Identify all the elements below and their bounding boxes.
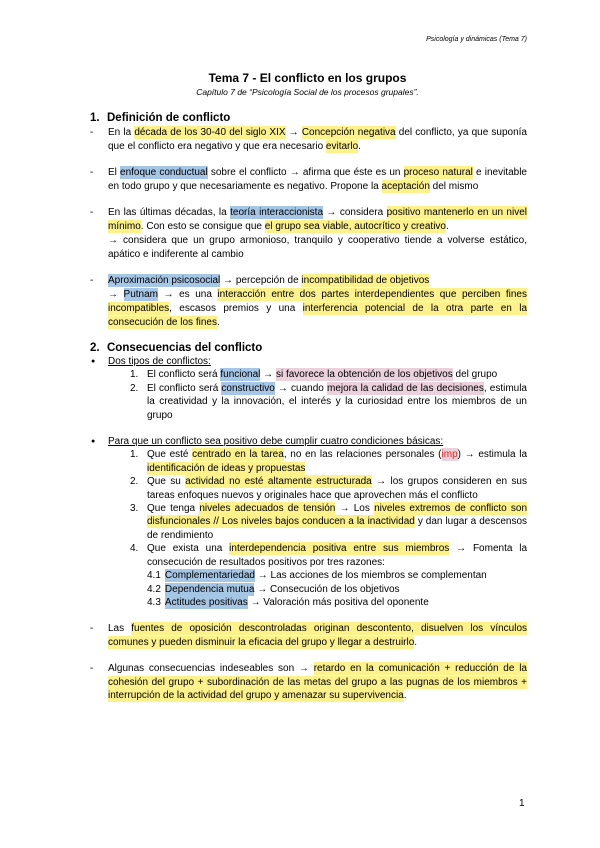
yellow-highlight: interdependencia positiva entre sus miembros xyxy=(229,543,450,555)
dash-marker: - xyxy=(90,127,94,138)
text-run: . xyxy=(216,317,220,328)
list-number: 3. xyxy=(130,503,139,515)
numbered-item xyxy=(108,475,527,502)
numbered-item xyxy=(108,502,527,542)
paragraph xyxy=(147,475,527,502)
paragraph xyxy=(147,368,527,381)
bullet-icon: ● xyxy=(91,438,96,446)
dash-item xyxy=(88,274,527,330)
yellow-highlight: identificación de ideas y propuestas xyxy=(147,462,306,474)
section-consecuencias xyxy=(88,341,527,702)
sub-list-item xyxy=(147,596,527,609)
numbered-item xyxy=(108,382,527,422)
text-run: . xyxy=(446,221,449,232)
yellow-highlight: actividad no esté altamente estructurada xyxy=(185,476,372,488)
numbered-item xyxy=(108,448,527,475)
text-run: Algunas consecuencias indeseables son → xyxy=(108,663,314,675)
yellow-highlight: interacción entre dos partes interdependientes que perciben fines incompatibles xyxy=(108,289,527,314)
text-run: Que tenga xyxy=(147,503,200,515)
text-run: → Consecución de los objetivos xyxy=(254,583,400,595)
text-run: , no en las relaciones personales ( xyxy=(283,449,442,461)
list-number: 4. xyxy=(130,543,139,555)
yellow-highlight: proceso natural xyxy=(403,167,473,178)
yellow-highlight: década de los 30-40 del siglo XIX xyxy=(134,127,286,138)
list-number: 2. xyxy=(130,382,139,394)
paragraph xyxy=(108,234,527,262)
text-run: → xyxy=(260,369,276,381)
sub-list-number: 4.1 xyxy=(147,570,161,582)
paragraph xyxy=(108,274,527,288)
yellow-highlight: fuentes de oposición descontroladas originan descontento, disuelven los vínculos comunes y pueden disminuir la eficacia del grupo y llegar a destruirlo xyxy=(108,623,528,648)
text-run: → es una xyxy=(158,289,218,300)
paragraph xyxy=(108,662,527,702)
section-definicion xyxy=(88,111,527,330)
list-heading: Dos tipos de conflictos: xyxy=(108,356,211,367)
dash-item xyxy=(88,662,527,702)
dash-item xyxy=(88,622,527,649)
yellow-highlight: niveles adecuados de tensión xyxy=(199,503,336,515)
yellow-highlight: incompatibilidad de objetivos xyxy=(301,275,430,286)
bullet-item xyxy=(88,435,527,609)
text-run: En las últimas décadas, la xyxy=(108,207,231,218)
list-number: 2. xyxy=(130,476,139,488)
section-title: Consecuencias del conflicto xyxy=(107,342,263,354)
page-number: 1 xyxy=(519,798,525,809)
text-run: → Los xyxy=(335,503,375,515)
paragraph xyxy=(108,288,527,330)
dash-marker: - xyxy=(90,275,94,286)
list-heading: Para que un conflicto sea positivo debe cumplir cuatro condiciones básicas: xyxy=(108,436,444,448)
paragraph xyxy=(165,596,429,609)
dash-marker: - xyxy=(90,623,94,635)
paragraph xyxy=(108,206,527,234)
page-content xyxy=(88,70,527,702)
dash-item xyxy=(88,166,527,194)
text-run: . xyxy=(358,141,361,152)
text-run: . xyxy=(403,689,407,701)
yellow-highlight: centrado en la tarea xyxy=(192,449,284,461)
text-run: → percepción de xyxy=(220,275,302,286)
sub-list-item xyxy=(147,569,527,582)
paragraph xyxy=(147,382,527,422)
yellow-highlight: positivo mantenerlo en un nivel mínimo xyxy=(108,207,527,232)
text-run: del mismo xyxy=(429,181,479,192)
numbered-item xyxy=(108,542,527,609)
text-run: El conflicto será xyxy=(147,369,221,381)
text-run: → considera que un grupo armonioso, tranquilo y cooperativo tiende a volverse estático, apático e indiferente al cambio xyxy=(108,235,527,260)
paragraph xyxy=(147,502,527,542)
text-run: , escasos premios y una xyxy=(169,303,303,314)
dash-marker: - xyxy=(90,663,94,675)
text-run: Que exista una xyxy=(147,543,230,555)
paragraph xyxy=(165,583,400,596)
paragraph xyxy=(147,542,527,569)
blue-highlight: constructivo xyxy=(221,382,275,394)
section-heading xyxy=(88,341,527,355)
text-run: . xyxy=(414,636,418,648)
paragraph xyxy=(108,126,527,154)
text-run: → considera xyxy=(323,207,387,218)
text-run: → Fomenta la consecución de resultados positivos por tres razones: xyxy=(147,543,528,568)
bullet-item xyxy=(88,355,527,422)
sub-list-item xyxy=(147,583,527,596)
text-run: → Valoración más positiva del oponente xyxy=(247,596,429,608)
text-run: sobre el conflicto → afirma que éste es un xyxy=(207,167,404,178)
yellow-highlight: interferencia potencial de la otra parte en la consecución de los fines xyxy=(108,303,528,328)
text-run: El conflicto será xyxy=(147,382,222,394)
text-run: → xyxy=(108,289,124,300)
list-number: 1. xyxy=(130,449,139,461)
text-run: → xyxy=(285,127,302,138)
pink-highlight: imp xyxy=(441,449,458,461)
yellow-highlight: Concepción negativa xyxy=(301,127,396,138)
text-run: del grupo xyxy=(452,369,498,381)
list-number: 1. xyxy=(130,369,139,381)
text-run: Que su xyxy=(147,476,186,488)
dash-marker: - xyxy=(90,167,94,178)
text-run: del conflicto, ya que suponía que el conflicto era negativo y que era necesario xyxy=(108,127,527,152)
paragraph xyxy=(108,166,527,194)
text-run: → los grupos consideren en sus tareas enfoques nuevos y originales hace que aprovechen más el conflicto xyxy=(147,476,527,501)
dash-item xyxy=(88,206,527,262)
text-run: Las xyxy=(108,623,132,635)
blue-highlight: Dependencia mutua xyxy=(164,583,255,595)
paragraph xyxy=(147,448,527,475)
text-run: En la xyxy=(108,127,135,138)
text-run: . Con esto se consigue que xyxy=(140,221,265,232)
sub-list-number: 4.2 xyxy=(147,583,161,595)
dash-item xyxy=(88,126,527,154)
blue-highlight: Complementariedad xyxy=(164,570,255,582)
section-heading xyxy=(88,111,527,125)
section-number: 2. xyxy=(90,342,100,354)
bullet-icon: ● xyxy=(91,358,96,365)
running-header: Psicología y dinámicas (Tema 7) xyxy=(426,36,527,43)
yellow-highlight: aceptación xyxy=(381,181,430,192)
yellow-highlight: niveles extremos de conflicto son disfuncionales // Los niveles bajos conducen a la inactividad xyxy=(147,503,528,528)
paragraph xyxy=(165,569,487,582)
blue-highlight: teoría interaccionista xyxy=(230,207,324,218)
page-subtitle: Capítulo 7 de “Psicología Social de los procesos grupales”. xyxy=(196,87,419,97)
pink-highlight: si favorece la obtención de los objetivos xyxy=(275,369,453,381)
text-run: → cuando xyxy=(274,382,327,394)
section-list xyxy=(88,355,527,702)
dash-marker: - xyxy=(90,207,94,218)
yellow-highlight: el grupo sea viable, autocrítico y creativo xyxy=(264,221,446,232)
section-number: 1. xyxy=(90,112,100,124)
page-title: Tema 7 - El conflicto en los grupos xyxy=(208,71,407,85)
blue-highlight: Aproximación psicosocial xyxy=(108,275,221,286)
text-run: Que esté xyxy=(147,449,193,461)
yellow-highlight: evitarlo xyxy=(325,141,359,152)
blue-highlight: Actitudes positivas xyxy=(164,596,248,608)
text-run: , estimula la creatividad y la innovación, el interés y la curiosidad entre los miembros de un grupo xyxy=(147,382,527,421)
blue-highlight: enfoque conductual xyxy=(120,167,208,178)
pink-highlight: mejora la calidad de las decisiones xyxy=(326,382,484,394)
text-run: → Las acciones de los miembros se complementan xyxy=(254,570,487,582)
section-title: Definición de conflicto xyxy=(107,112,231,124)
text-run: ) → estimula la xyxy=(457,449,528,461)
sub-list-number: 4.3 xyxy=(147,596,161,608)
blue-highlight: funcional xyxy=(220,369,261,381)
text-run: e inevitable en todo grupo y que necesariamente es negativo. Propone la xyxy=(108,167,527,192)
text-run: y dan lugar a descensos de rendimiento xyxy=(147,516,527,541)
section-list xyxy=(88,126,527,330)
blue-highlight: Putnam xyxy=(123,289,159,300)
text-run: El xyxy=(108,167,121,178)
yellow-highlight: retardo en la comunicación + reducción de la cohesión del grupo + subordinación de las metas del grupo a las pugnas de los miembros + interrupción de la actividad del grupo y amenazar su supervivencia xyxy=(108,663,527,701)
numbered-item xyxy=(108,368,527,381)
paragraph xyxy=(108,622,527,649)
